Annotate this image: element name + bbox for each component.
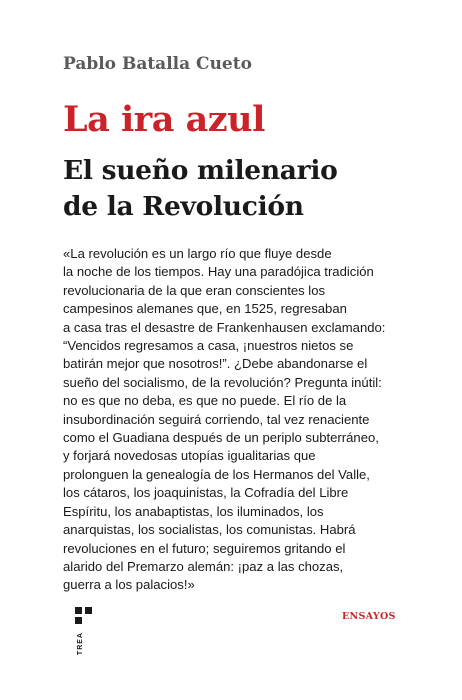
blurb-line: los cátaros, los joaquinistas, la Cofradía del Libre	[63, 485, 349, 501]
trea-logo-icon	[75, 607, 93, 627]
blurb-line: revolucionaria de la que eran conscientes los	[63, 282, 326, 298]
book-subtitle	[63, 153, 337, 225]
blurb-line: no es que no deba, es que no puede. El río de la	[63, 393, 347, 409]
blurb-line: “Vencidos regresamos a casa, ¡nuestros nietos se	[63, 338, 354, 354]
blurb-line: sueño del socialismo, de la revolución? Pregunta inútil:	[63, 374, 382, 390]
blurb-line: y forjará novedosas utopías igualitarias que	[63, 448, 316, 464]
blurb-line: insubordinación seguirá corriendo, tal vez renaciente	[63, 411, 370, 427]
publisher-name: TREA	[77, 632, 84, 656]
back-blurb	[63, 245, 403, 595]
blurb-line: Espíritu, los anabaptistas, los iluminados, los	[63, 503, 324, 519]
blurb-line: revoluciones en el futuro; seguiremos gritando el	[63, 540, 346, 556]
blurb-line: «La revolución es un largo río que fluye desde	[63, 246, 332, 261]
logo-square	[75, 607, 82, 614]
series-label: ENSAYOS	[342, 611, 396, 622]
blurb-line: guerra a los palacios!»	[63, 577, 195, 593]
logo-square-empty	[85, 617, 92, 624]
logo-square	[75, 617, 82, 624]
blurb-line: batirán mejor que nosotros!”. ¿Debe abandonarse el	[63, 356, 368, 372]
blurb-line: campesinos alemanes que, en 1525, regresaban	[63, 301, 347, 317]
blurb-line: a casa tras el desastre de Frankenhausen exclamando:	[63, 319, 386, 335]
subtitle-line: El sueño milenario	[63, 155, 338, 186]
blurb-line: la noche de los tiempos. Hay una paradójica tradición	[63, 264, 374, 280]
blurb-line: anarquistas, los socialistas, los comunistas. Habrá	[63, 522, 356, 538]
logo-row	[75, 607, 93, 614]
subtitle-line: de la Revolución	[63, 191, 304, 222]
author-name: Pablo Batalla Cueto	[63, 54, 252, 74]
blurb-line: como el Guadiana después de un periplo subterráneo,	[63, 430, 379, 446]
logo-row	[75, 617, 93, 624]
blurb-line: prolonguen la genealogía de los Hermanos del Valle,	[63, 466, 370, 482]
book-title: La ira azul	[63, 99, 265, 140]
logo-square	[85, 607, 92, 614]
blurb-line: alarido del Premarzo alemán: ¡paz a las chozas,	[63, 558, 344, 574]
